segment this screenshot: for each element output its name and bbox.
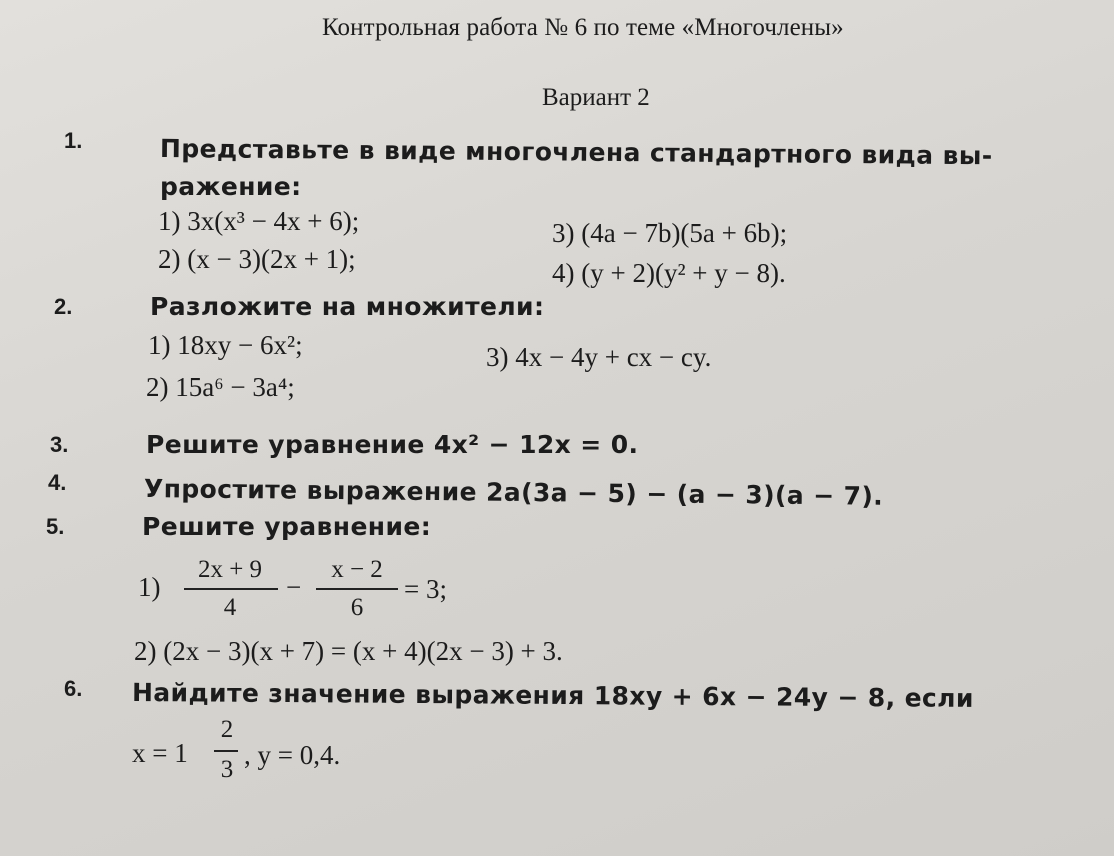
task-6-x-prefix: x = 1 [132, 738, 188, 768]
task-5-number: 5. [46, 514, 65, 539]
task-6-text: Найдите значение выражения 18xy + 6x − 24y − 8, если [131, 678, 974, 713]
task-5-fraction-2-denominator: 6 [350, 594, 364, 621]
task-1-item-1: 1) 3x(x³ − 4x + 6); [158, 206, 360, 236]
task-1-text-line1: Представьте в виде многочлена стандартного вида вы- [159, 134, 993, 171]
task-1-item-4: 4) (y + 2)(y² + y − 8). [552, 258, 786, 288]
task-2-item-3: 3) 4x − 4y + cx − cy. [486, 342, 712, 372]
task-5-fraction-2-numerator: x − 2 [331, 556, 383, 583]
task-2-item-2: 2) 15a⁶ − 3a⁴; [146, 372, 295, 402]
task-2-item-1: 1) 18xy − 6x²; [148, 330, 303, 360]
task-5-fraction-2-bar [316, 588, 398, 590]
task-5-fraction-1-numerator: 2x + 9 [197, 556, 263, 583]
task-6-fraction-numerator: 2 [220, 716, 234, 743]
task-5-text: Решите уравнение: [142, 512, 432, 541]
task-1-item-2: 2) (x − 3)(2x + 1); [158, 244, 356, 274]
page-title: Контрольная работа № 6 по теме «Многочлены» [322, 14, 844, 41]
task-4-text: Упростите выражение 2a(3a − 5) − (a − 3)(a − 7). [143, 474, 884, 511]
task-6-fraction-denominator: 3 [220, 756, 234, 783]
task-1-number: 1. [64, 128, 83, 153]
task-6-suffix: , y = 0,4. [244, 740, 341, 770]
task-5-fraction-1-bar [184, 588, 278, 590]
task-5-item-1-rhs: = 3; [404, 574, 447, 604]
task-6-number: 6. [64, 676, 83, 701]
task-1-text-line2: ражение: [160, 172, 302, 201]
task-1-item-3: 3) (4a − 7b)(5a + 6b); [552, 218, 788, 248]
task-6-fraction-bar [214, 750, 238, 752]
task-5-minus-sign: − [286, 572, 302, 602]
task-4-number: 4. [48, 470, 67, 495]
task-2-number: 2. [54, 294, 73, 319]
task-5-item-1-prefix: 1) [138, 572, 161, 602]
variant-label: Вариант 2 [542, 84, 650, 111]
task-5-item-2: 2) (2x − 3)(x + 7) = (x + 4)(2x − 3) + 3. [134, 636, 563, 666]
task-3-text: Решите уравнение 4x² − 12x = 0. [146, 430, 639, 459]
task-5-fraction-1-denominator: 4 [223, 594, 237, 621]
task-3-number: 3. [50, 432, 69, 457]
task-2-text: Разложите на множители: [150, 292, 545, 321]
